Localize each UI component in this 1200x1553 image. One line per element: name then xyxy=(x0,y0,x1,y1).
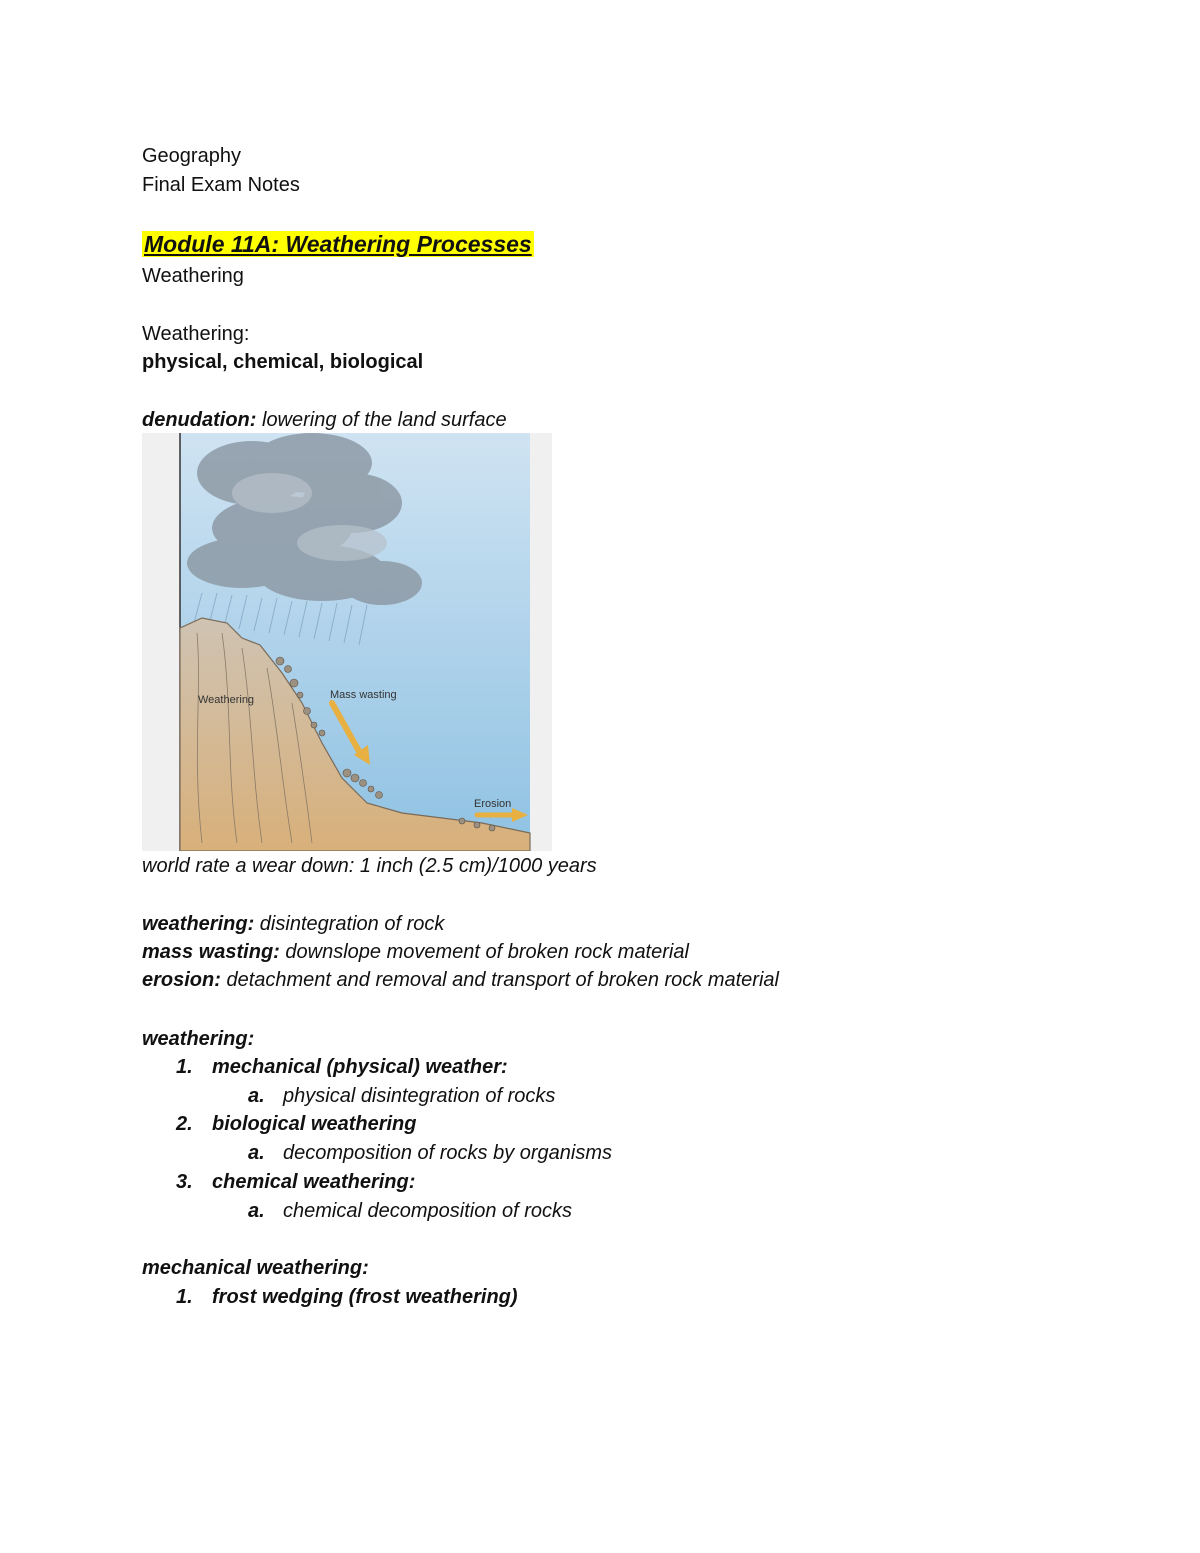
list-number: 1. xyxy=(176,1286,193,1308)
module-heading-line xyxy=(142,230,534,260)
list-number: 2. xyxy=(176,1113,193,1135)
list-item-title: biological weathering xyxy=(212,1113,417,1135)
definition-line xyxy=(142,910,444,938)
sub-letter: a. xyxy=(248,1085,265,1107)
denudation-line xyxy=(142,406,507,434)
subject-title: Geography xyxy=(142,145,241,167)
sub-item-text: physical disintegration of rocks xyxy=(283,1085,556,1107)
sub-letter: a. xyxy=(248,1200,265,1222)
definition-text: downslope movement of broken rock material xyxy=(279,941,689,963)
definition-text: detachment and removal and transport of broken rock material xyxy=(220,969,779,991)
mechanical-label: mechanical weathering: xyxy=(142,1257,369,1279)
document-title: Final Exam Notes xyxy=(142,174,300,196)
label-weathering: Weathering xyxy=(198,694,255,706)
denudation-definition: lowering of the land surface xyxy=(256,409,507,431)
list-item-title: frost wedging (frost weathering) xyxy=(212,1286,518,1308)
list-item-title: mechanical (physical) weather: xyxy=(212,1056,508,1078)
definition-text: disintegration of rock xyxy=(254,913,445,935)
weathering-types: physical, chemical, biological xyxy=(142,351,424,373)
list-item-title: chemical weathering: xyxy=(212,1171,416,1193)
list-number: 3. xyxy=(176,1171,193,1193)
weathering-label: Weathering: xyxy=(142,323,250,345)
sub-letter: a. xyxy=(248,1142,265,1164)
module-heading: Module 11A: Weathering Processes xyxy=(144,231,532,257)
sub-item-text: decomposition of rocks by organisms xyxy=(283,1142,613,1164)
denudation-term: denudation: xyxy=(142,409,257,431)
definition-line xyxy=(142,966,779,994)
label-mass-wasting: Mass wasting xyxy=(330,689,397,701)
definition-term: erosion: xyxy=(142,969,221,991)
label-erosion: Erosion xyxy=(474,798,512,810)
sub-item-text: chemical decomposition of rocks xyxy=(283,1200,573,1222)
weathering-list-label: weathering: xyxy=(142,1028,255,1050)
definition-line xyxy=(142,938,689,966)
list-number: 1. xyxy=(176,1056,193,1078)
weathering-diagram xyxy=(142,433,552,851)
definition-term: mass wasting: xyxy=(142,941,280,963)
module-subheading: Weathering xyxy=(142,265,244,287)
weathering-diagram-svg xyxy=(142,433,552,851)
definition-term: weathering: xyxy=(142,913,255,935)
rate-text: world rate a wear down: 1 inch (2.5 cm)/1000 years xyxy=(142,855,597,877)
